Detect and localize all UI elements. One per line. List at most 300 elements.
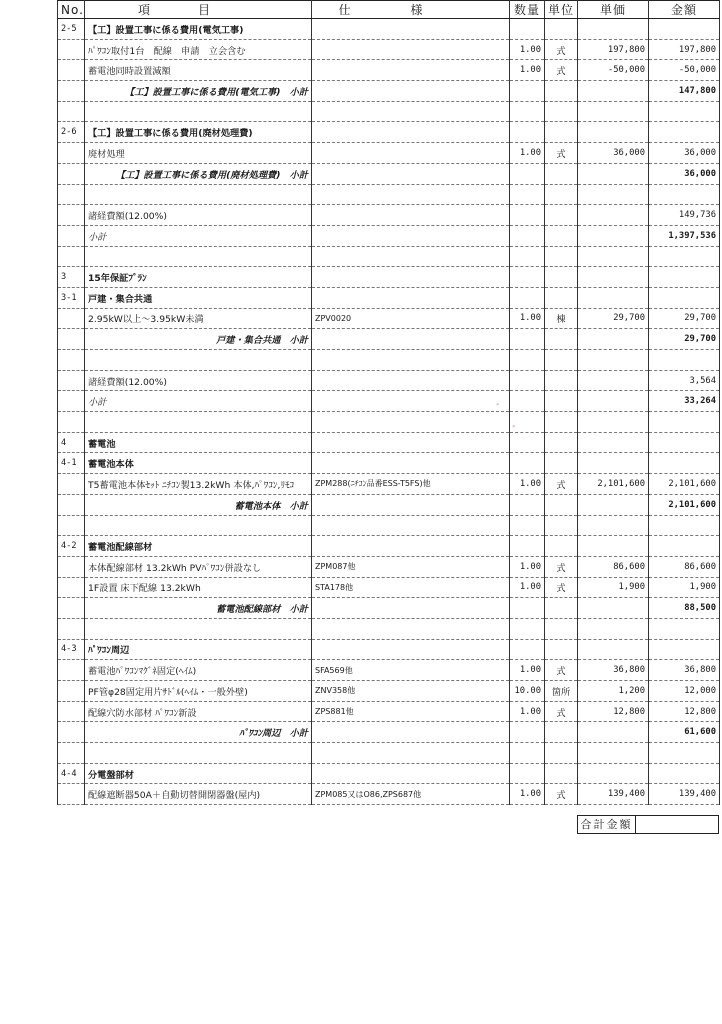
row-qty bbox=[510, 163, 545, 184]
row-no bbox=[58, 556, 85, 577]
row-unit bbox=[545, 432, 578, 453]
table-row bbox=[58, 722, 720, 743]
row-no bbox=[58, 81, 85, 102]
row-item-name bbox=[85, 412, 312, 433]
row-spec bbox=[312, 39, 510, 60]
row-item-name: 小計 bbox=[85, 225, 312, 246]
row-unit: 式 bbox=[545, 784, 578, 805]
table-row bbox=[58, 205, 720, 226]
row-no bbox=[58, 184, 85, 205]
table-row bbox=[58, 701, 720, 722]
row-qty: 1.00 bbox=[510, 577, 545, 598]
row-unit-price: -50,000 bbox=[578, 60, 649, 81]
row-unit-price bbox=[578, 350, 649, 371]
row-unit-price bbox=[578, 763, 649, 784]
row-qty bbox=[510, 122, 545, 143]
row-unit-price: 197,800 bbox=[578, 39, 649, 60]
table-row bbox=[58, 267, 720, 288]
row-unit: 式 bbox=[545, 556, 578, 577]
row-spec bbox=[312, 391, 510, 412]
table-row bbox=[58, 618, 720, 639]
row-no bbox=[58, 743, 85, 764]
row-qty: 10.00 bbox=[510, 681, 545, 702]
table-row bbox=[58, 763, 720, 784]
row-amount: 12,800 bbox=[649, 701, 720, 722]
row-item-name: 蓄電池ﾊﾟﾜｺﾝﾏｸﾞﾈ固定(ﾍｲﾑ) bbox=[85, 660, 312, 681]
row-amount bbox=[649, 350, 720, 371]
table-row bbox=[58, 432, 720, 453]
table-row bbox=[58, 743, 720, 764]
row-qty: 1.00 bbox=[510, 701, 545, 722]
row-amount: 149,736 bbox=[649, 205, 720, 226]
row-unit bbox=[545, 350, 578, 371]
row-unit-price: 139,400 bbox=[578, 784, 649, 805]
row-unit bbox=[545, 763, 578, 784]
row-no bbox=[58, 329, 85, 350]
row-item-name: T5蓄電池本体ｾｯﾄ ﾆﾁｺﾝ製13.2kWh 本体,ﾊﾟﾜｺﾝ,ﾘﾓｺ bbox=[85, 474, 312, 495]
row-spec bbox=[312, 225, 510, 246]
row-item-name: ﾊﾟﾜｺﾝ周辺 bbox=[85, 639, 312, 660]
row-amount: 3,564 bbox=[649, 370, 720, 391]
row-spec bbox=[312, 494, 510, 515]
row-item-name: 【工】設置工事に係る費用(廃材処理費) 小計 bbox=[85, 163, 312, 184]
row-no bbox=[58, 784, 85, 805]
row-item-name bbox=[85, 246, 312, 267]
table-header bbox=[58, 1, 720, 19]
row-unit bbox=[545, 205, 578, 226]
row-qty: 1.00 bbox=[510, 308, 545, 329]
table-row bbox=[58, 39, 720, 60]
table-row bbox=[58, 329, 720, 350]
row-qty bbox=[510, 329, 545, 350]
row-item-name: 1F設置 床下配線 13.2kWh bbox=[85, 577, 312, 598]
table-row bbox=[58, 681, 720, 702]
row-spec bbox=[312, 287, 510, 308]
row-unit bbox=[545, 246, 578, 267]
row-amount bbox=[649, 763, 720, 784]
row-unit-price: 86,600 bbox=[578, 556, 649, 577]
row-no bbox=[58, 515, 85, 536]
row-unit bbox=[545, 536, 578, 557]
row-amount: -50,000 bbox=[649, 60, 720, 81]
row-no bbox=[58, 370, 85, 391]
table-row bbox=[58, 639, 720, 660]
row-unit-price bbox=[578, 19, 649, 40]
row-qty bbox=[510, 453, 545, 474]
row-no bbox=[58, 60, 85, 81]
row-qty bbox=[510, 515, 545, 536]
row-no bbox=[58, 246, 85, 267]
row-spec bbox=[312, 101, 510, 122]
row-amount bbox=[649, 267, 720, 288]
row-unit: 式 bbox=[545, 60, 578, 81]
row-unit-price: 1,200 bbox=[578, 681, 649, 702]
row-unit bbox=[545, 81, 578, 102]
row-unit bbox=[545, 598, 578, 619]
row-amount bbox=[649, 184, 720, 205]
row-amount: 12,000 bbox=[649, 681, 720, 702]
table-row bbox=[58, 494, 720, 515]
row-amount bbox=[649, 122, 720, 143]
row-spec bbox=[312, 763, 510, 784]
row-no bbox=[58, 598, 85, 619]
row-amount: 197,800 bbox=[649, 39, 720, 60]
row-amount: 36,000 bbox=[649, 163, 720, 184]
row-unit-price bbox=[578, 618, 649, 639]
row-item-name bbox=[85, 515, 312, 536]
table-row bbox=[58, 370, 720, 391]
table-row bbox=[58, 81, 720, 102]
row-spec bbox=[312, 350, 510, 371]
row-qty bbox=[510, 101, 545, 122]
row-qty: 1.00 bbox=[510, 474, 545, 495]
row-amount: 86,600 bbox=[649, 556, 720, 577]
table-row bbox=[58, 287, 720, 308]
row-qty: 1.00 bbox=[510, 143, 545, 164]
row-spec bbox=[312, 267, 510, 288]
row-item-name: 分電盤部材 bbox=[85, 763, 312, 784]
row-unit-price bbox=[578, 81, 649, 102]
row-item-name: 廃材処理 bbox=[85, 143, 312, 164]
row-no bbox=[58, 494, 85, 515]
row-spec bbox=[312, 246, 510, 267]
row-no: 4-2 bbox=[58, 536, 85, 557]
row-amount: 139,400 bbox=[649, 784, 720, 805]
row-amount: 147,800 bbox=[649, 81, 720, 102]
row-unit-price: 12,800 bbox=[578, 701, 649, 722]
row-spec bbox=[312, 515, 510, 536]
row-unit bbox=[545, 19, 578, 40]
row-no bbox=[58, 474, 85, 495]
row-item-name bbox=[85, 101, 312, 122]
row-unit bbox=[545, 101, 578, 122]
row-no bbox=[58, 39, 85, 60]
row-spec: SFA569他 bbox=[312, 660, 510, 681]
row-qty: 1.00 bbox=[510, 784, 545, 805]
row-no: 2-5 bbox=[58, 19, 85, 40]
row-item-name: 【工】設置工事に係る費用(電気工事) bbox=[85, 19, 312, 40]
table-row bbox=[58, 308, 720, 329]
row-amount: 61,600 bbox=[649, 722, 720, 743]
row-item-name: 蓄電池 bbox=[85, 432, 312, 453]
table-row bbox=[58, 784, 720, 805]
header-item: 項目 bbox=[85, 1, 312, 19]
estimate-sheet bbox=[57, 0, 719, 805]
row-unit-price bbox=[578, 598, 649, 619]
row-spec bbox=[312, 432, 510, 453]
row-unit bbox=[545, 122, 578, 143]
row-qty bbox=[510, 225, 545, 246]
row-no bbox=[58, 163, 85, 184]
row-amount bbox=[649, 743, 720, 764]
row-no bbox=[58, 577, 85, 598]
row-no bbox=[58, 308, 85, 329]
row-no bbox=[58, 101, 85, 122]
row-item-name: 戸建・集合共通 小計 bbox=[85, 329, 312, 350]
row-unit-price: 29,700 bbox=[578, 308, 649, 329]
row-no: 4-1 bbox=[58, 453, 85, 474]
row-spec bbox=[312, 743, 510, 764]
row-spec bbox=[312, 184, 510, 205]
row-unit-price bbox=[578, 515, 649, 536]
row-spec bbox=[312, 81, 510, 102]
table-row bbox=[58, 577, 720, 598]
estimate-table bbox=[57, 0, 720, 805]
row-unit-price bbox=[578, 122, 649, 143]
row-item-name: 【工】設置工事に係る費用(廃材処理費) bbox=[85, 122, 312, 143]
row-qty bbox=[510, 246, 545, 267]
row-qty bbox=[510, 205, 545, 226]
row-spec: ZPM087他 bbox=[312, 556, 510, 577]
row-spec bbox=[312, 722, 510, 743]
row-unit: 箇所 bbox=[545, 681, 578, 702]
grand-total-label: 合計金額 bbox=[578, 816, 636, 833]
row-spec: ZPM288(ﾆﾁｺﾝ品番ESS-T5FS)他 bbox=[312, 474, 510, 495]
row-unit-price bbox=[578, 287, 649, 308]
row-qty bbox=[510, 763, 545, 784]
row-unit-price bbox=[578, 743, 649, 764]
table-row bbox=[58, 474, 720, 495]
row-spec: ZPV0020 bbox=[312, 308, 510, 329]
row-item-name: 諸経費額(12.00%) bbox=[85, 370, 312, 391]
row-no bbox=[58, 701, 85, 722]
row-qty bbox=[510, 267, 545, 288]
table-row bbox=[58, 536, 720, 557]
row-unit-price bbox=[578, 246, 649, 267]
row-no bbox=[58, 225, 85, 246]
row-item-name: 蓄電池本体 小計 bbox=[85, 494, 312, 515]
row-unit: 式 bbox=[545, 474, 578, 495]
row-amount bbox=[649, 432, 720, 453]
row-unit-price bbox=[578, 494, 649, 515]
row-amount bbox=[649, 639, 720, 660]
row-spec bbox=[312, 618, 510, 639]
row-no bbox=[58, 722, 85, 743]
row-amount: 36,800 bbox=[649, 660, 720, 681]
row-item-name: 配線穴防水部材 ﾊﾟﾜｺﾝ新設 bbox=[85, 701, 312, 722]
row-no bbox=[58, 412, 85, 433]
row-unit bbox=[545, 515, 578, 536]
table-row bbox=[58, 515, 720, 536]
row-unit-price bbox=[578, 205, 649, 226]
row-qty bbox=[510, 598, 545, 619]
row-spec bbox=[312, 60, 510, 81]
row-spec bbox=[312, 205, 510, 226]
row-unit bbox=[545, 494, 578, 515]
row-item-name bbox=[85, 350, 312, 371]
row-unit bbox=[545, 391, 578, 412]
row-item-name: 2.95kW以上～3.95kW未満 bbox=[85, 308, 312, 329]
row-item-name: 蓄電池本体 bbox=[85, 453, 312, 474]
header-amount: 金額 bbox=[649, 1, 720, 19]
row-unit: 式 bbox=[545, 39, 578, 60]
row-amount: 29,700 bbox=[649, 329, 720, 350]
row-unit-price bbox=[578, 412, 649, 433]
row-amount: 33,264 bbox=[649, 391, 720, 412]
row-item-name: 蓄電池同時設置減額 bbox=[85, 60, 312, 81]
row-unit-price: 36,000 bbox=[578, 143, 649, 164]
row-unit-price bbox=[578, 163, 649, 184]
row-amount bbox=[649, 453, 720, 474]
row-amount: 36,000 bbox=[649, 143, 720, 164]
row-unit-price bbox=[578, 225, 649, 246]
row-qty: 1.00 bbox=[510, 660, 545, 681]
row-amount: 29,700 bbox=[649, 308, 720, 329]
row-no bbox=[58, 350, 85, 371]
row-unit-price bbox=[578, 329, 649, 350]
row-unit bbox=[545, 267, 578, 288]
row-spec bbox=[312, 143, 510, 164]
table-row bbox=[58, 225, 720, 246]
row-unit bbox=[545, 329, 578, 350]
header-no: No. bbox=[58, 1, 85, 19]
row-spec bbox=[312, 163, 510, 184]
row-spec bbox=[312, 536, 510, 557]
row-item-name bbox=[85, 743, 312, 764]
row-amount: 1,900 bbox=[649, 577, 720, 598]
row-amount bbox=[649, 19, 720, 40]
row-unit-price bbox=[578, 391, 649, 412]
row-unit: 式 bbox=[545, 143, 578, 164]
row-unit bbox=[545, 722, 578, 743]
table-row bbox=[58, 101, 720, 122]
row-qty: 1.00 bbox=[510, 60, 545, 81]
row-qty bbox=[510, 722, 545, 743]
row-qty bbox=[510, 19, 545, 40]
table-row bbox=[58, 660, 720, 681]
row-spec bbox=[312, 122, 510, 143]
row-no bbox=[58, 205, 85, 226]
row-amount bbox=[649, 515, 720, 536]
row-no: 4 bbox=[58, 432, 85, 453]
row-no bbox=[58, 391, 85, 412]
row-unit-price bbox=[578, 101, 649, 122]
row-no: 2-6 bbox=[58, 122, 85, 143]
row-amount: 1,397,536 bbox=[649, 225, 720, 246]
row-unit bbox=[545, 453, 578, 474]
row-qty bbox=[510, 743, 545, 764]
row-qty bbox=[510, 536, 545, 557]
row-unit: 式 bbox=[545, 660, 578, 681]
row-unit bbox=[545, 412, 578, 433]
row-item-name: 【工】設置工事に係る費用(電気工事) 小計 bbox=[85, 81, 312, 102]
row-item-name: 諸経費額(12.00%) bbox=[85, 205, 312, 226]
row-item-name: 蓄電池配線部材 小計 bbox=[85, 598, 312, 619]
row-amount: 88,500 bbox=[649, 598, 720, 619]
table-row bbox=[58, 60, 720, 81]
row-unit bbox=[545, 743, 578, 764]
row-amount bbox=[649, 287, 720, 308]
row-item-name: 小計 bbox=[85, 391, 312, 412]
row-amount: 2,101,600 bbox=[649, 474, 720, 495]
row-item-name: 戸建・集合共通 bbox=[85, 287, 312, 308]
row-qty: 1.00 bbox=[510, 39, 545, 60]
row-no bbox=[58, 660, 85, 681]
row-amount bbox=[649, 412, 720, 433]
row-qty: 1.00 bbox=[510, 556, 545, 577]
row-unit-price bbox=[578, 267, 649, 288]
row-unit-price bbox=[578, 370, 649, 391]
row-item-name: 本体配線部材 13.2kWh PVﾊﾟﾜｺﾝ併設なし bbox=[85, 556, 312, 577]
row-no bbox=[58, 681, 85, 702]
row-item-name: PF管φ28固定用片ｻﾄﾞﾙ(ﾍｲﾑ・一般外壁) bbox=[85, 681, 312, 702]
row-unit-price bbox=[578, 639, 649, 660]
row-amount bbox=[649, 536, 720, 557]
row-unit-price: 1,900 bbox=[578, 577, 649, 598]
row-unit: 式 bbox=[545, 577, 578, 598]
row-qty bbox=[510, 81, 545, 102]
row-unit-price bbox=[578, 722, 649, 743]
grand-total-box bbox=[577, 815, 719, 834]
row-spec bbox=[312, 639, 510, 660]
row-amount bbox=[649, 101, 720, 122]
row-unit bbox=[545, 163, 578, 184]
row-unit-price bbox=[578, 432, 649, 453]
row-unit: 棟 bbox=[545, 308, 578, 329]
row-no: 3 bbox=[58, 267, 85, 288]
row-no: 4-3 bbox=[58, 639, 85, 660]
table-row bbox=[58, 598, 720, 619]
row-item-name: ﾊﾟﾜｺﾝ取付1台 配線 申請 立会含む bbox=[85, 39, 312, 60]
row-unit bbox=[545, 618, 578, 639]
row-spec bbox=[312, 329, 510, 350]
row-unit bbox=[545, 370, 578, 391]
row-item-name bbox=[85, 184, 312, 205]
table-row bbox=[58, 143, 720, 164]
row-qty bbox=[510, 350, 545, 371]
row-spec: ZPM085又はO86,ZPS687他 bbox=[312, 784, 510, 805]
row-item-name: 15年保証ﾌﾟﾗﾝ bbox=[85, 267, 312, 288]
row-item-name: 配線遮断器50A＋自動切替開閉器盤(屋内) bbox=[85, 784, 312, 805]
row-unit bbox=[545, 287, 578, 308]
row-qty bbox=[510, 494, 545, 515]
header-qty: 数量 bbox=[510, 1, 545, 19]
row-qty bbox=[510, 370, 545, 391]
table-row bbox=[58, 556, 720, 577]
row-unit-price bbox=[578, 536, 649, 557]
row-qty bbox=[510, 618, 545, 639]
row-item-name bbox=[85, 618, 312, 639]
header-spec: 仕様 bbox=[312, 1, 510, 19]
row-unit-price bbox=[578, 184, 649, 205]
row-unit bbox=[545, 225, 578, 246]
row-spec bbox=[312, 412, 510, 433]
row-unit: 式 bbox=[545, 701, 578, 722]
row-qty bbox=[510, 287, 545, 308]
row-no bbox=[58, 143, 85, 164]
table-row bbox=[58, 391, 720, 412]
row-qty bbox=[510, 639, 545, 660]
row-item-name: ﾊﾟﾜｺﾝ周辺 小計 bbox=[85, 722, 312, 743]
row-unit bbox=[545, 639, 578, 660]
row-unit-price bbox=[578, 453, 649, 474]
table-row bbox=[58, 246, 720, 267]
row-spec: ZPS881他 bbox=[312, 701, 510, 722]
row-no bbox=[58, 618, 85, 639]
row-spec bbox=[312, 453, 510, 474]
row-spec bbox=[312, 598, 510, 619]
row-no: 3-1 bbox=[58, 287, 85, 308]
row-spec: ZNV358他 bbox=[312, 681, 510, 702]
table-row bbox=[58, 19, 720, 40]
row-spec bbox=[312, 370, 510, 391]
header-unit: 単位 bbox=[545, 1, 578, 19]
row-spec bbox=[312, 19, 510, 40]
row-amount: 2,101,600 bbox=[649, 494, 720, 515]
row-no: 4-4 bbox=[58, 763, 85, 784]
row-unit-price: 2,101,600 bbox=[578, 474, 649, 495]
table-body bbox=[58, 19, 720, 805]
